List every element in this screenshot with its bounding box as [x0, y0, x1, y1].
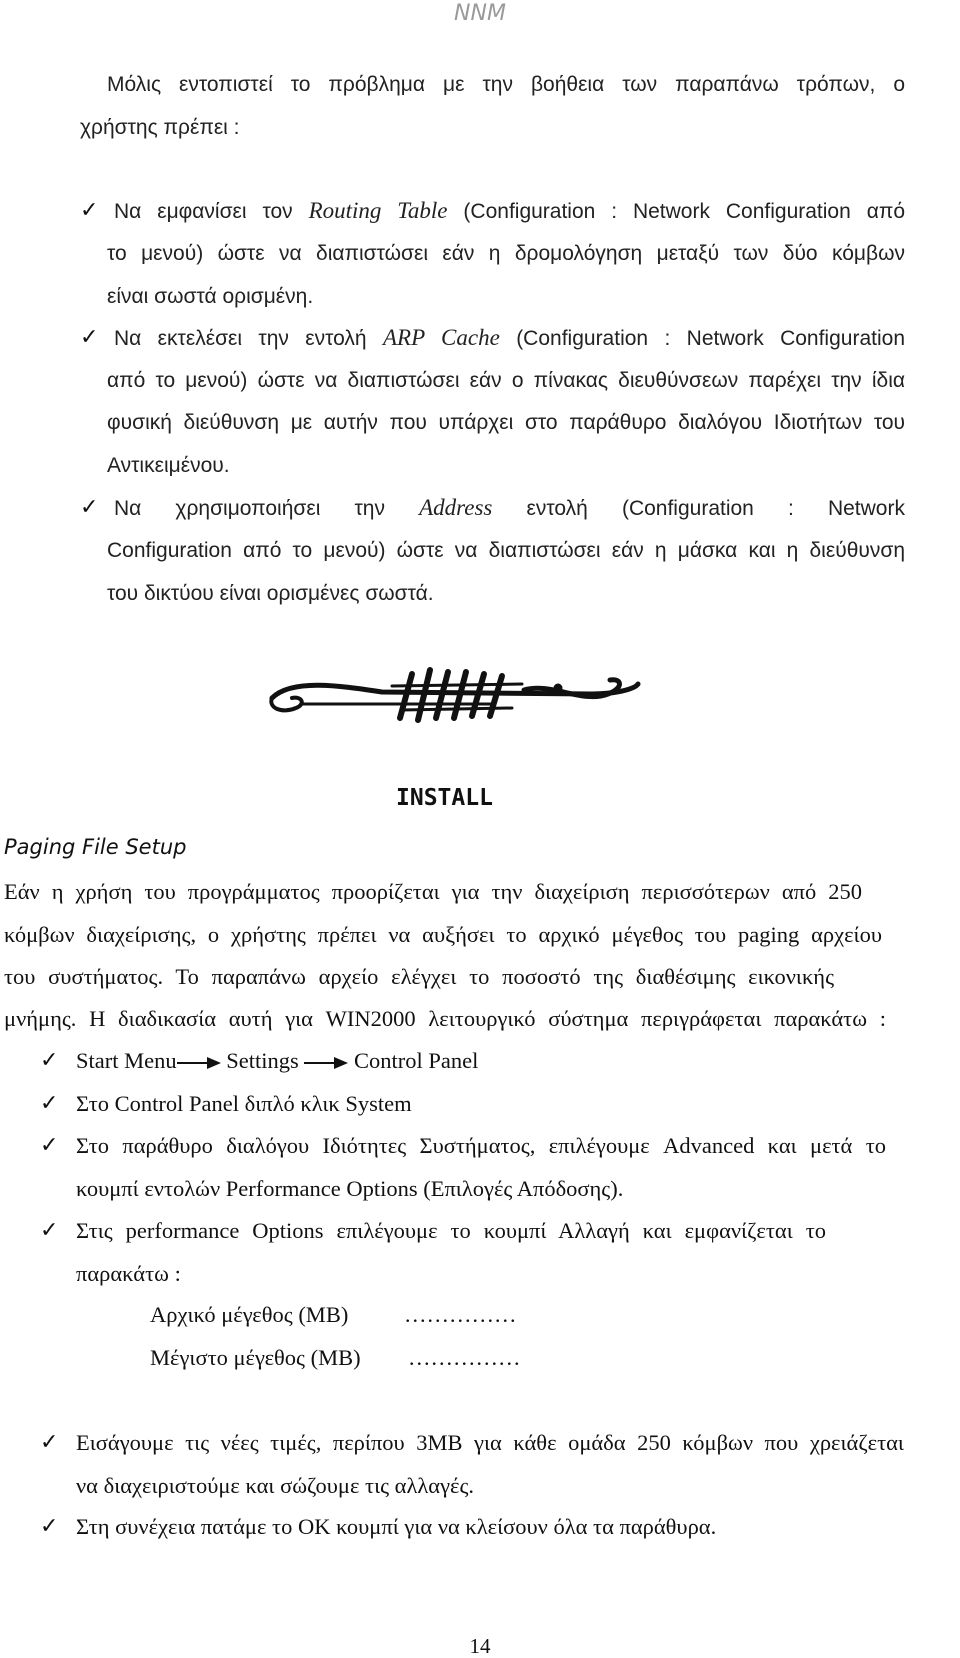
bullet-3-pre: Να χρησιμοποιήσει την [114, 497, 385, 520]
check-icon: ✓ [80, 198, 99, 223]
step-2: Στο Control Panel διπλό κλικ System [76, 1091, 412, 1116]
check-icon: ✓ [80, 325, 99, 350]
check-icon: ✓ [40, 1133, 59, 1158]
bullet-3-line-1 [114, 493, 905, 524]
check-icon: ✓ [40, 1048, 59, 1073]
intro-line-2: χρήστης πρέπει : [80, 116, 240, 139]
step-4-line-1: Στις performance Options επιλέγουμε το κουμπί Αλλαγή και εμφανίζεται το [76, 1218, 826, 1243]
bullet-1-line-2: το μενού) ώστε να διαπιστώσει εάν η δρομολόγηση μεταξύ των δύο κόμβων [107, 242, 905, 265]
check-icon: ✓ [40, 1091, 59, 1116]
field-initial-size-value: …………… [404, 1302, 517, 1327]
bullet-2-line-1 [114, 323, 905, 354]
step-5-line-1: Εισάγουμε τις νέες τιμές, περίπου 3MB για κάθε ομάδα 250 κόμβων που χρειάζεται [76, 1430, 904, 1455]
bullet-2-term: ARP Cache [383, 325, 500, 350]
step-1-settings: Settings [226, 1048, 299, 1073]
check-icon: ✓ [40, 1514, 59, 1539]
bullet-1-line-1 [114, 196, 905, 227]
bullet-3-post: εντολή (Configuration : Network [526, 497, 905, 520]
bullet-2-line-2: από το μενού) ώστε να διαπιστώσει εάν ο πίνακας διευθύνσεων παρέχει την ίδια [107, 369, 905, 392]
field-max-size-label: Μέγιστο μέγεθος (MB) [150, 1345, 361, 1370]
section-title: INSTALL [396, 785, 493, 811]
step-3-line-1: Στο παράθυρο διαλόγου Ιδιότητες Συστήματος, επιλέγουμε Advanced και μετά το [76, 1133, 886, 1158]
field-initial-size-label: Αρχικό μέγεθος (MB) [150, 1302, 349, 1327]
bullet-3-line-3: του δικτύου είναι ορισμένες σωστά. [107, 582, 434, 605]
check-icon: ✓ [40, 1218, 59, 1243]
field-max-size-value: …………… [408, 1345, 521, 1370]
bullet-1-pre: Να εμφανίσει τον [114, 200, 293, 223]
check-icon: ✓ [80, 495, 99, 520]
page-number: 14 [469, 1634, 491, 1658]
ornament-divider [262, 664, 644, 726]
para-line-2: κόμβων διαχείρισης, ο χρήστης πρέπει να αυξήσει το αρχικό μέγεθος του paging αρχείου [4, 922, 882, 947]
check-icon: ✓ [40, 1430, 59, 1455]
bullet-2-line-3: φυσική διεύθυνση με αυτήν που υπάρχει στο παράθυρο διαλόγου Ιδιοτήτων του [107, 411, 905, 434]
running-header: NNM [454, 1, 506, 26]
para-line-3: του συστήματος. Το παραπάνω αρχείο ελέγχει το ποσοστό της διαθέσιμης εικονικής [4, 964, 834, 989]
bullet-1-post: (Configuration : Network Configuration από [463, 200, 906, 223]
bullet-3-line-2: Configuration από το μενού) ώστε να διαπιστώσει εάν η μάσκα και η διεύθυνση [107, 539, 905, 562]
intro-line-1: Μόλις εντοπιστεί το πρόβλημα με την βοήθεια των παραπάνω τρόπων, ο [107, 73, 905, 96]
bullet-2-pre: Να εκτελέσει την εντολή [114, 327, 367, 350]
bullet-1-line-3: είναι σωστά ορισμένη. [107, 285, 314, 308]
step-1-start-menu: Start Menu [76, 1048, 177, 1073]
step-6: Στη συνέχεια πατάμε το OK κουμπί για να κλείσουν όλα τα παράθυρα. [76, 1514, 717, 1539]
step-1-control-panel: Control Panel [354, 1048, 479, 1073]
bullet-2-line-4: Αντικειμένου. [107, 454, 230, 477]
para-line-4: μνήμης. Η διαδικασία αυτή για WIN2000 λειτουργικό σύστημα περιγράφεται παρακάτω : [4, 1006, 886, 1031]
arrow-right-icon [304, 1055, 348, 1071]
step-1 [76, 1046, 478, 1076]
bullet-2-post: (Configuration : Network Configuration [516, 327, 905, 350]
para-line-1: Εάν η χρήση του προγράμματος προορίζεται για την διαχείριση περισσότερων από 250 [4, 879, 862, 904]
bullet-3-term: Address [419, 495, 493, 520]
section-subtitle: Paging File Setup [4, 835, 187, 859]
step-3-line-2: κουμπί εντολών Performance Options (Επιλογές Απόδοσης). [76, 1176, 624, 1201]
step-4-line-2: παρακάτω : [76, 1261, 181, 1286]
step-5-line-2: να διαχειριστούμε και σώζουμε τις αλλαγές. [76, 1473, 475, 1498]
arrow-right-icon [177, 1055, 221, 1071]
bullet-1-term: Routing Table [308, 198, 448, 223]
